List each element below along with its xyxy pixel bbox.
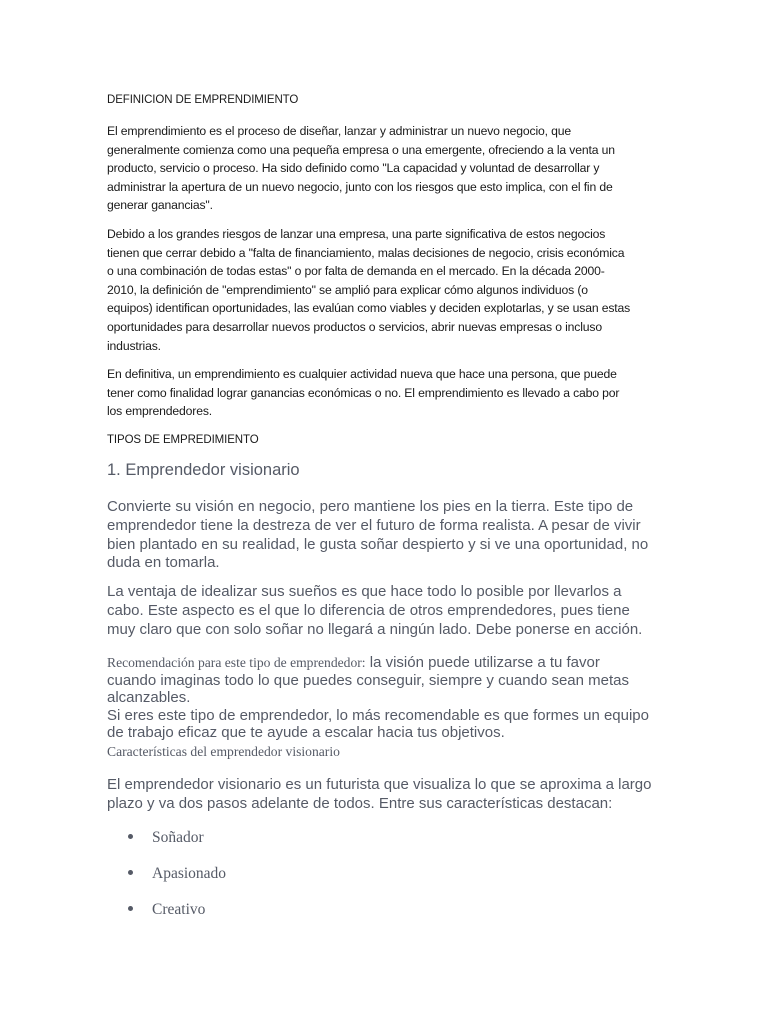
paragraph-definition (107, 122, 667, 215)
list-item-label: Soñador (152, 829, 204, 846)
text-line: oportunidades para desarrollar nuevos productos o servicios, abrir nuevas empresas o incluso (107, 319, 602, 334)
text-line (107, 654, 667, 672)
paragraph-conclusion (107, 365, 667, 421)
text-line: Debido a los grandes riesgos de lanzar una empresa, una parte significativa de estos negocios (107, 227, 606, 241)
text-line: alcanzables. (107, 689, 191, 706)
type1-title: 1. Emprendedor visionario (107, 461, 300, 479)
recommendation-text: la visión puede utilizarse a tu favor (365, 654, 600, 671)
text-line: El emprendedor visionario es un futurista que visualiza lo que se aproxima a largo (107, 776, 652, 793)
text-line: los emprendedores. (107, 404, 213, 419)
bullet-icon (128, 834, 133, 839)
list-item (128, 901, 205, 919)
list-item (128, 865, 226, 883)
doc-title: DEFINICION DE EMPRENDIMIENTO (107, 94, 299, 106)
text-line: bien plantado en su realidad, le gusta soñar despierto y si ve una oportunidad, no (107, 535, 649, 553)
text-line: de trabajo eficaz que te ayude a escalar hacia tus objetivos. (107, 724, 505, 741)
paragraph-visionary-1 (107, 498, 667, 573)
bullet-icon (128, 906, 133, 911)
text-line: tener como finalidad lograr ganancias económicas o no. El emprendimiento es llevado a cabo por (107, 385, 620, 400)
list-item-label: Creativo (152, 901, 206, 918)
text-line: generar ganancias". (107, 198, 213, 213)
characteristics-heading: Características del emprendedor visionario (107, 744, 340, 759)
text-line: industrias. (107, 338, 161, 353)
paragraph-visionary-2 (107, 583, 667, 639)
paragraph-risks (107, 225, 667, 355)
list-item-label: Apasionado (152, 865, 227, 882)
paragraph-recommendation (107, 654, 667, 742)
text-line: tienen que cerrar debido a "falta de financiamiento, malas decisiones de negocio, crisis económica (107, 245, 625, 260)
text-line: La ventaja de idealizar sus sueños es que hace todo lo posible por llevarlos a (107, 583, 622, 600)
text-line: generalmente comienza como una pequeña empresa o una emergente, ofreciendo a la venta un (107, 142, 615, 157)
paragraph-characteristics-intro (107, 776, 667, 814)
text-line: cuando imaginas todo lo que puedes conseguir, siempre y cuando sean metas (107, 671, 630, 689)
text-line: duda en tomarla. (107, 554, 220, 572)
text-line: Convierte su visión en negocio, pero mantiene los pies en la tierra. Este tipo de (107, 498, 634, 515)
text-line: 2010, la definición de "emprendimiento" se amplió para explicar cómo algunos individuos (o (107, 282, 588, 297)
types-heading: TIPOS DE EMPREDIMIENTO (107, 434, 259, 446)
text-line: administrar la apertura de un nuevo negocio, junto con los riesgos que esto implica, con el fin de (107, 179, 613, 194)
text-line: o una combinación de todas estas" o por falta de demanda en el mercado. En la década 2000- (107, 264, 605, 279)
text-line: emprendedor tiene la destreza de ver el futuro de forma realista. A pesar de vivir (107, 516, 641, 534)
text-line: En definitiva, un emprendimiento es cualquier actividad nueva que hace una persona, que puede (107, 367, 617, 381)
recommendation-label: Recomendación para este tipo de emprendedor: (107, 655, 366, 670)
text-line: plazo y va dos pasos adelante de todos. Entre sus características destacan: (107, 794, 613, 812)
list-item (128, 829, 204, 847)
text-line: equipos) identifican oportunidades, las evalúan como viables y deciden explotarlas, y se usan estas (107, 301, 631, 316)
text-line: muy claro que con solo soñar no llegará a ningún lado. Debe ponerse en acción. (107, 620, 643, 638)
text-line: cabo. Este aspecto es el que lo diferencia de otros emprendedores, pues tiene (107, 601, 630, 619)
text-line: producto, servicio o proceso. Ha sido definido como "La capacidad y voluntad de desarrollar y (107, 161, 600, 176)
text-line: Si eres este tipo de emprendedor, lo más recomendable es que formes un equipo (107, 706, 649, 724)
text-line: El emprendimiento es el proceso de diseñar, lanzar y administrar un nuevo negocio, que (107, 124, 572, 138)
bullet-icon (128, 870, 133, 875)
